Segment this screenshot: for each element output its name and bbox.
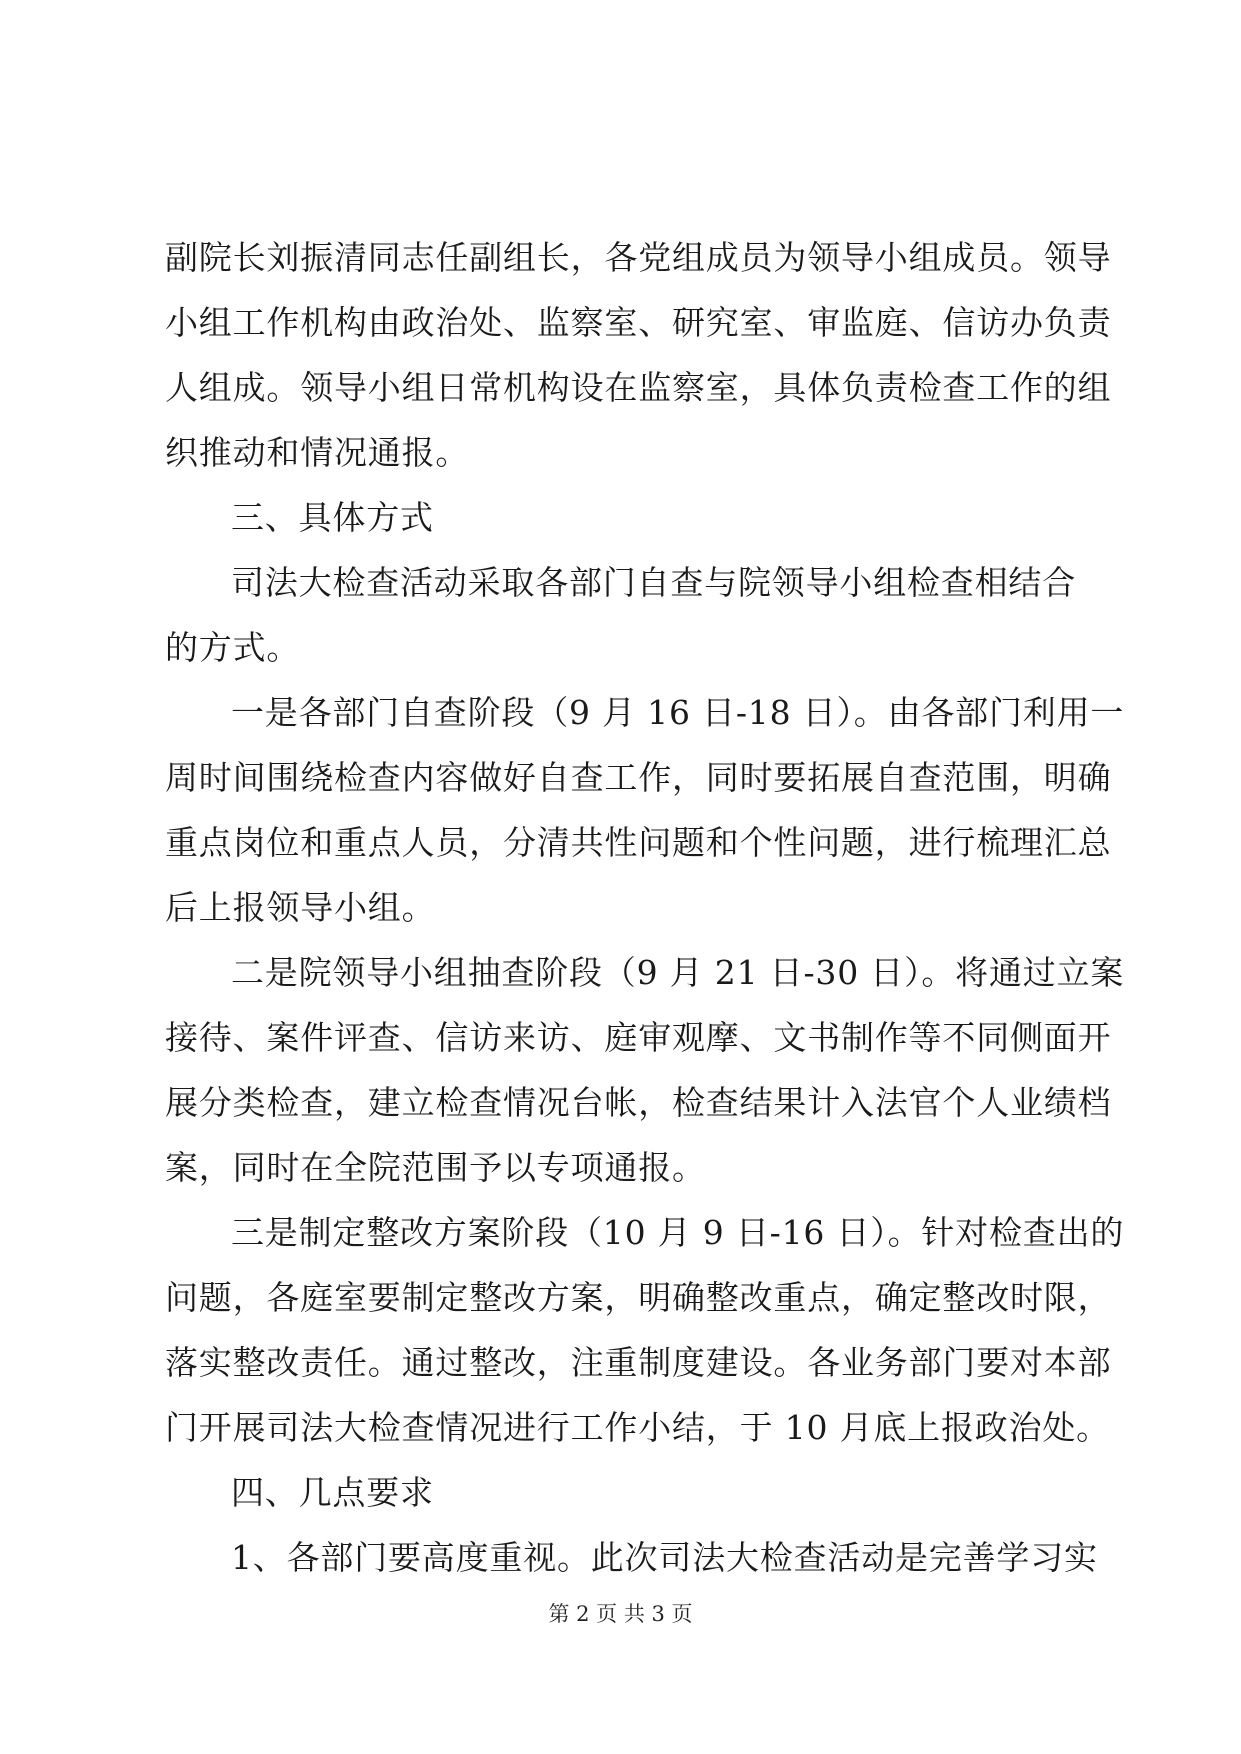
text-line: 周时间围绕检查内容做好自查工作，同时要拓展自查范围，明确 bbox=[165, 758, 1112, 797]
text-line: 接待、案件评查、信访来访、庭审观摩、文书制作等不同侧面开 bbox=[165, 1018, 1112, 1057]
text-line: 展分类检查，建立检查情况台帐，检查结果计入法官个人业绩档 bbox=[165, 1083, 1112, 1122]
text-line: 人组成。领导小组日常机构设在监察室，具体负责检查工作的组 bbox=[165, 368, 1112, 407]
text-line: 一是各部门自查阶段（9 月 16 日-18 日）。由各部门利用一 bbox=[231, 693, 1125, 732]
text-line: 问题，各庭室要制定整改方案，明确整改重点，确定整改时限， bbox=[165, 1278, 1112, 1317]
section-heading: 三、具体方式 bbox=[231, 498, 434, 537]
text-line: 二是院领导小组抽查阶段（9 月 21 日-30 日）。将通过立案 bbox=[231, 953, 1125, 992]
text-line: 的方式。 bbox=[165, 628, 301, 667]
text-line: 案，同时在全院范围予以专项通报。 bbox=[165, 1148, 706, 1187]
text-line: 门开展司法大检查情况进行工作小结，于 10 月底上报政治处。 bbox=[165, 1408, 1110, 1447]
text-line: 三是制定整改方案阶段（10 月 9 日-16 日）。针对检查出的 bbox=[231, 1213, 1125, 1252]
section-heading: 四、几点要求 bbox=[231, 1473, 434, 1512]
text-line: 司法大检查活动采取各部门自查与院领导小组检查相结合 bbox=[231, 563, 1076, 602]
text-line: 副院长刘振清同志任副组长，各党组成员为领导小组成员。领导 bbox=[165, 238, 1112, 277]
page-number-footer: 第 2 页 共 3 页 bbox=[548, 1602, 693, 1626]
document-body bbox=[165, 225, 1125, 1590]
text-line: 1、各部门要高度重视。此次司法大检查活动是完善学习实 bbox=[231, 1538, 1098, 1577]
text-line: 后上报领导小组。 bbox=[165, 888, 436, 927]
text-line: 织推动和情况通报。 bbox=[165, 433, 470, 472]
text-line: 落实整改责任。通过整改，注重制度建设。各业务部门要对本部 bbox=[165, 1343, 1112, 1382]
text-line: 小组工作机构由政治处、监察室、研究室、审监庭、信访办负责 bbox=[165, 303, 1112, 342]
text-line: 重点岗位和重点人员，分清共性问题和个性问题，进行梳理汇总 bbox=[165, 823, 1112, 862]
